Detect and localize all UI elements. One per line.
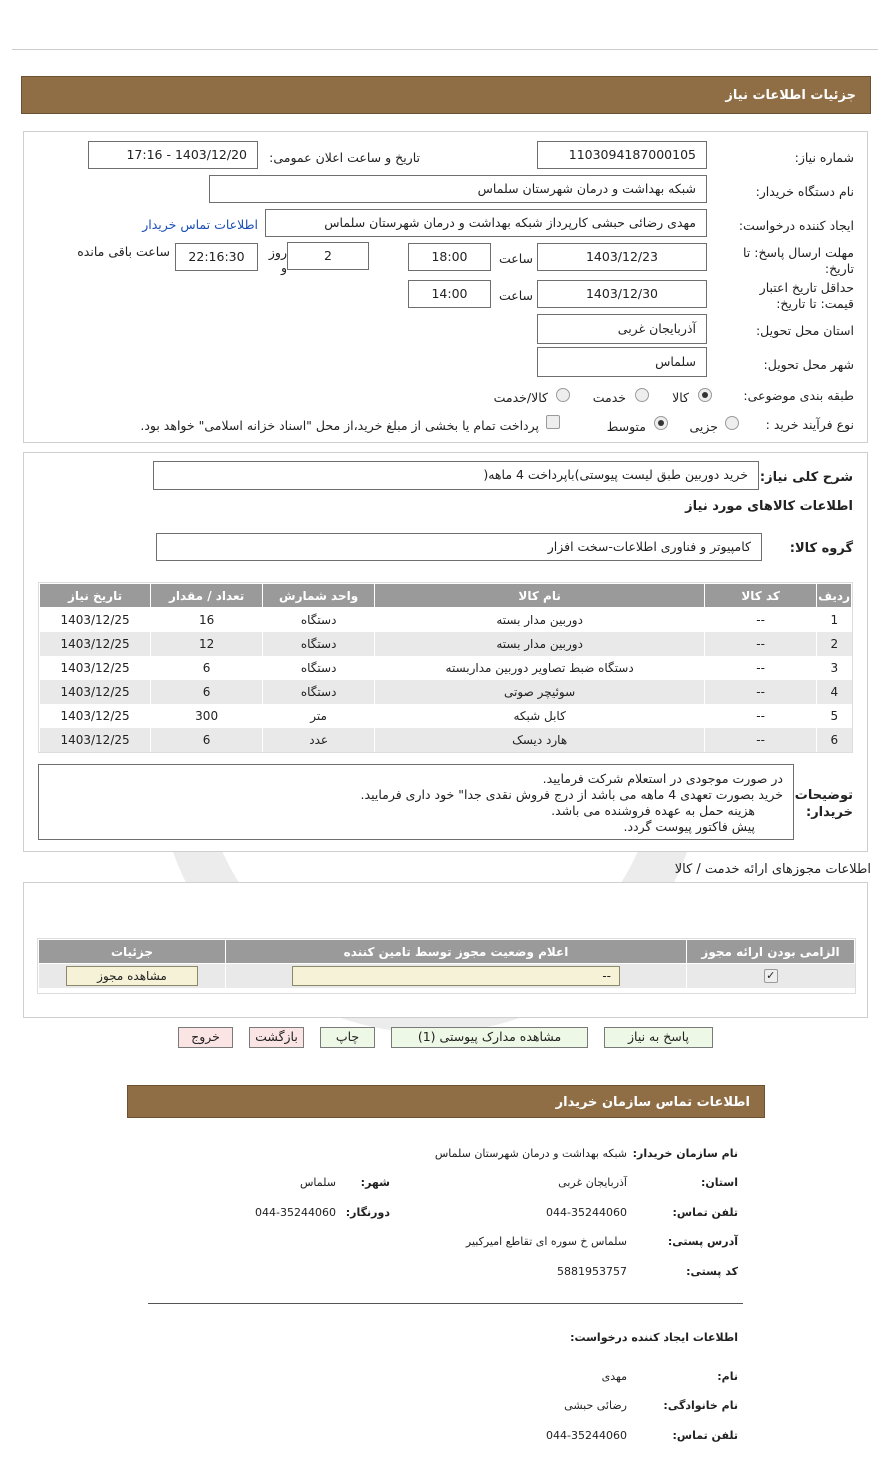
- cell-date: 1403/12/25: [40, 608, 151, 632]
- cell-name: سوئیچر صوتی: [375, 680, 705, 704]
- last-name-value: رضائی حبشی: [564, 1399, 627, 1412]
- goods-group-label: گروه کالا:: [789, 541, 853, 556]
- cell-name: هارد دیسک: [375, 728, 705, 752]
- col-row: ردیف: [817, 584, 852, 608]
- address-value: سلماس خ سوره ای تقاطع امیرکبیر: [465, 1235, 627, 1248]
- permit-required-checkbox[interactable]: ✓: [764, 969, 778, 983]
- cell-row: 1: [817, 608, 852, 632]
- process-small-radio[interactable]: [725, 416, 739, 430]
- buyer-notes-label: توضیحات خریدار:: [794, 788, 853, 820]
- cell-code: --: [705, 632, 817, 656]
- cell-date: 1403/12/25: [40, 656, 151, 680]
- cell-name: کابل شبکه: [375, 704, 705, 728]
- cell-name: دوربین مدار بسته: [375, 632, 705, 656]
- summary-field: خرید دوربین طبق لیست پیوستی)باپرداخت 4 ماهه(: [153, 461, 759, 490]
- postal-code-value: 5881953757: [557, 1265, 627, 1278]
- category-both-label: کالا/خدمت: [493, 390, 548, 405]
- phone-label: تلفن تماس:: [672, 1206, 738, 1219]
- category-service-label: خدمت: [592, 390, 626, 405]
- province-label-2: استان:: [701, 1176, 738, 1189]
- back-button[interactable]: بازگشت: [249, 1027, 304, 1048]
- cell-date: 1403/12/25: [40, 632, 151, 656]
- city-label: شهر محل تحویل:: [763, 357, 854, 372]
- summary-label: شرح کلی نیاز:: [759, 470, 853, 485]
- cell-unit: دستگاه: [263, 656, 375, 680]
- cell-code: --: [705, 728, 817, 752]
- cell-qty: 6: [151, 680, 263, 704]
- cell-code: --: [705, 608, 817, 632]
- cell-qty: 6: [151, 728, 263, 752]
- fax-label: دورنگار:: [345, 1206, 390, 1219]
- creator-phone-label: تلفن تماس:: [672, 1429, 738, 1442]
- category-service-radio[interactable]: [635, 388, 649, 402]
- permits-title: اطلاعات مجوزهای ارائه خدمت / کالا: [674, 862, 871, 877]
- postal-code-label: کد پستی:: [686, 1265, 738, 1278]
- cell-qty: 16: [151, 608, 263, 632]
- reply-date-field: 1403/12/23: [537, 243, 707, 271]
- contact-divider: [148, 1303, 743, 1304]
- cell-unit: دستگاه: [263, 632, 375, 656]
- view-documents-button[interactable]: مشاهده مدارک پیوستی (1): [391, 1027, 588, 1048]
- contact-header: [127, 1085, 765, 1118]
- page-header: [21, 76, 871, 114]
- process-small-label: جزیی: [689, 419, 718, 434]
- cell-row: 5: [817, 704, 852, 728]
- col-required: الزامی بودن ارائه مجوز: [687, 940, 855, 964]
- goods-group-field: کامپیوتر و فناوری اطلاعات-سخت افزار: [156, 533, 762, 561]
- items-table-wrapper: [38, 582, 853, 753]
- days-label: روز و: [268, 245, 287, 275]
- col-qty: تعداد / مقدار: [151, 584, 263, 608]
- cell-row: 6: [817, 728, 852, 752]
- cell-date: 1403/12/25: [40, 728, 151, 752]
- items-table-header: [40, 584, 852, 608]
- price-valid-label: حداقل تاریخ اعتبار قیمت: تا تاریخ:: [759, 280, 854, 311]
- col-details: جزئیات: [39, 940, 226, 964]
- cell-code: --: [705, 656, 817, 680]
- permit-status-field[interactable]: --: [292, 966, 620, 986]
- reply-button[interactable]: پاسخ به نیاز: [604, 1027, 713, 1048]
- category-both-radio[interactable]: [556, 388, 570, 402]
- fax-value: 044-35244060: [255, 1206, 336, 1219]
- cell-qty: 12: [151, 632, 263, 656]
- price-time-field: 14:00: [408, 280, 491, 308]
- goods-info-title: اطلاعات کالاهای مورد نیاز: [685, 499, 853, 514]
- note-line: خرید بصورت تعهدی 4 ماهه می باشد از درج فروش نقدی جدا" خود داری فرمایید.: [360, 787, 783, 802]
- phone-value: 044-35244060: [546, 1206, 627, 1219]
- cell-qty: 300: [151, 704, 263, 728]
- announce-field: 1403/12/20 - 17:16: [88, 141, 258, 169]
- cell-row: 2: [817, 632, 852, 656]
- col-date: تاریخ نیاز: [40, 584, 151, 608]
- reply-time-label: ساعت: [498, 251, 533, 266]
- need-number-field: 1103094187000105: [537, 141, 707, 169]
- note-line: پیش فاکتور پیوست گردد.: [623, 819, 755, 834]
- col-name: نام کالا: [375, 584, 705, 608]
- cell-date: 1403/12/25: [40, 680, 151, 704]
- buyer-org-field: شبکه بهداشت و درمان شهرستان سلماس: [209, 175, 707, 203]
- buyer-org-label: نام دستگاه خریدار:: [755, 184, 854, 199]
- cell-code: --: [705, 680, 817, 704]
- cell-unit: دستگاه: [263, 680, 375, 704]
- category-goods-radio[interactable]: [698, 388, 712, 402]
- cell-unit: متر: [263, 704, 375, 728]
- creator-phone-value: 044-35244060: [546, 1429, 627, 1442]
- view-permit-button[interactable]: مشاهده مجوز: [66, 966, 198, 986]
- price-date-field: 1403/12/30: [537, 280, 707, 308]
- province-value-2: آذربایجان غربی: [558, 1176, 627, 1189]
- first-name-label: نام:: [717, 1370, 738, 1383]
- top-divider: [12, 49, 878, 50]
- cell-qty: 6: [151, 656, 263, 680]
- last-name-label: نام خانوادگی:: [663, 1399, 738, 1412]
- creator-field: مهدی رضائی حبشی کارپرداز شبکه بهداشت و درمان شهرستان سلماس: [265, 209, 707, 237]
- org-name-value: شبکه بهداشت و درمان شهرستان سلماس: [434, 1147, 627, 1160]
- cell-unit: عدد: [263, 728, 375, 752]
- category-goods-label: کالا: [672, 390, 689, 405]
- process-medium-label: متوسط: [606, 419, 646, 434]
- reply-deadline-label: مهلت ارسال پاسخ: تا تاریخ:: [743, 245, 854, 276]
- reply-time-field: 18:00: [408, 243, 491, 271]
- col-unit: واحد شمارش: [263, 584, 375, 608]
- city-value-2: سلماس: [300, 1176, 336, 1189]
- remaining-time-field: 22:16:30: [175, 243, 258, 271]
- col-code: کد کالا: [705, 584, 817, 608]
- need-number-label: شماره نیاز:: [794, 150, 854, 165]
- buyer-notes-box: [38, 764, 794, 840]
- permits-table: [38, 939, 855, 988]
- first-name-value: مهدی: [601, 1370, 627, 1383]
- note-line: در صورت موجودی در استعلام شرکت فرمایید.: [542, 771, 783, 786]
- note-line: هزینه حمل به عهده فروشنده می باشد.: [551, 803, 755, 818]
- announce-label: تاریخ و ساعت اعلان عمومی:: [269, 150, 420, 165]
- cell-unit: دستگاه: [263, 608, 375, 632]
- table-row: [40, 608, 852, 632]
- city-label-2: شهر:: [360, 1176, 390, 1189]
- items-table: [39, 583, 852, 752]
- province-label: استان محل تحویل:: [755, 323, 854, 338]
- permits-table-wrapper: [37, 938, 856, 994]
- cell-name: دستگاه ضبط تصاویر دوربین مداربسته: [375, 656, 705, 680]
- process-label: نوع فرآیند خرید :: [765, 417, 854, 432]
- cell-status: [226, 964, 687, 988]
- cell-required: [687, 964, 855, 988]
- table-row: [40, 656, 852, 680]
- print-button[interactable]: چاپ: [320, 1027, 375, 1048]
- province-field: آذربایجان غربی: [537, 314, 707, 344]
- creator-info-title: اطلاعات ایجاد کننده درخواست:: [570, 1331, 738, 1344]
- cell-name: دوربین مدار بسته: [375, 608, 705, 632]
- cell-row: 4: [817, 680, 852, 704]
- col-status: اعلام وضعیت مجوز توسط تامین کننده: [226, 940, 687, 964]
- cell-row: 3: [817, 656, 852, 680]
- remaining-label: ساعت باقی مانده: [77, 244, 170, 259]
- page-title: جزئیات اطلاعات نیاز: [725, 88, 856, 103]
- table-row: [40, 632, 852, 656]
- address-label: آدرس پستی:: [667, 1235, 738, 1248]
- city-field: سلماس: [537, 347, 707, 377]
- creator-label: ایجاد کننده درخواست:: [738, 218, 854, 233]
- category-label: طبقه بندی موضوعی:: [743, 388, 854, 403]
- table-row: [39, 964, 855, 988]
- process-medium-radio[interactable]: [654, 416, 668, 430]
- cell-details: [39, 964, 226, 988]
- org-name-label: نام سازمان خریدار:: [632, 1147, 738, 1160]
- cell-code: --: [705, 704, 817, 728]
- price-time-label: ساعت: [498, 288, 533, 303]
- days-field: 2: [287, 242, 369, 270]
- table-row: [40, 704, 852, 728]
- buyer-contact-link[interactable]: اطلاعات تماس خریدار: [142, 217, 258, 232]
- permits-table-header: [39, 940, 855, 964]
- treasury-payment-checkbox[interactable]: [546, 415, 560, 429]
- exit-button[interactable]: خروج: [178, 1027, 233, 1048]
- table-row: [40, 728, 852, 752]
- cell-date: 1403/12/25: [40, 704, 151, 728]
- contact-title: اطلاعات تماس سازمان خریدار: [555, 1095, 750, 1110]
- table-row: [40, 680, 852, 704]
- treasury-payment-note: پرداخت تمام یا بخشی از مبلغ خرید،از محل "اسناد خزانه اسلامی" خواهد بود.: [140, 418, 539, 433]
